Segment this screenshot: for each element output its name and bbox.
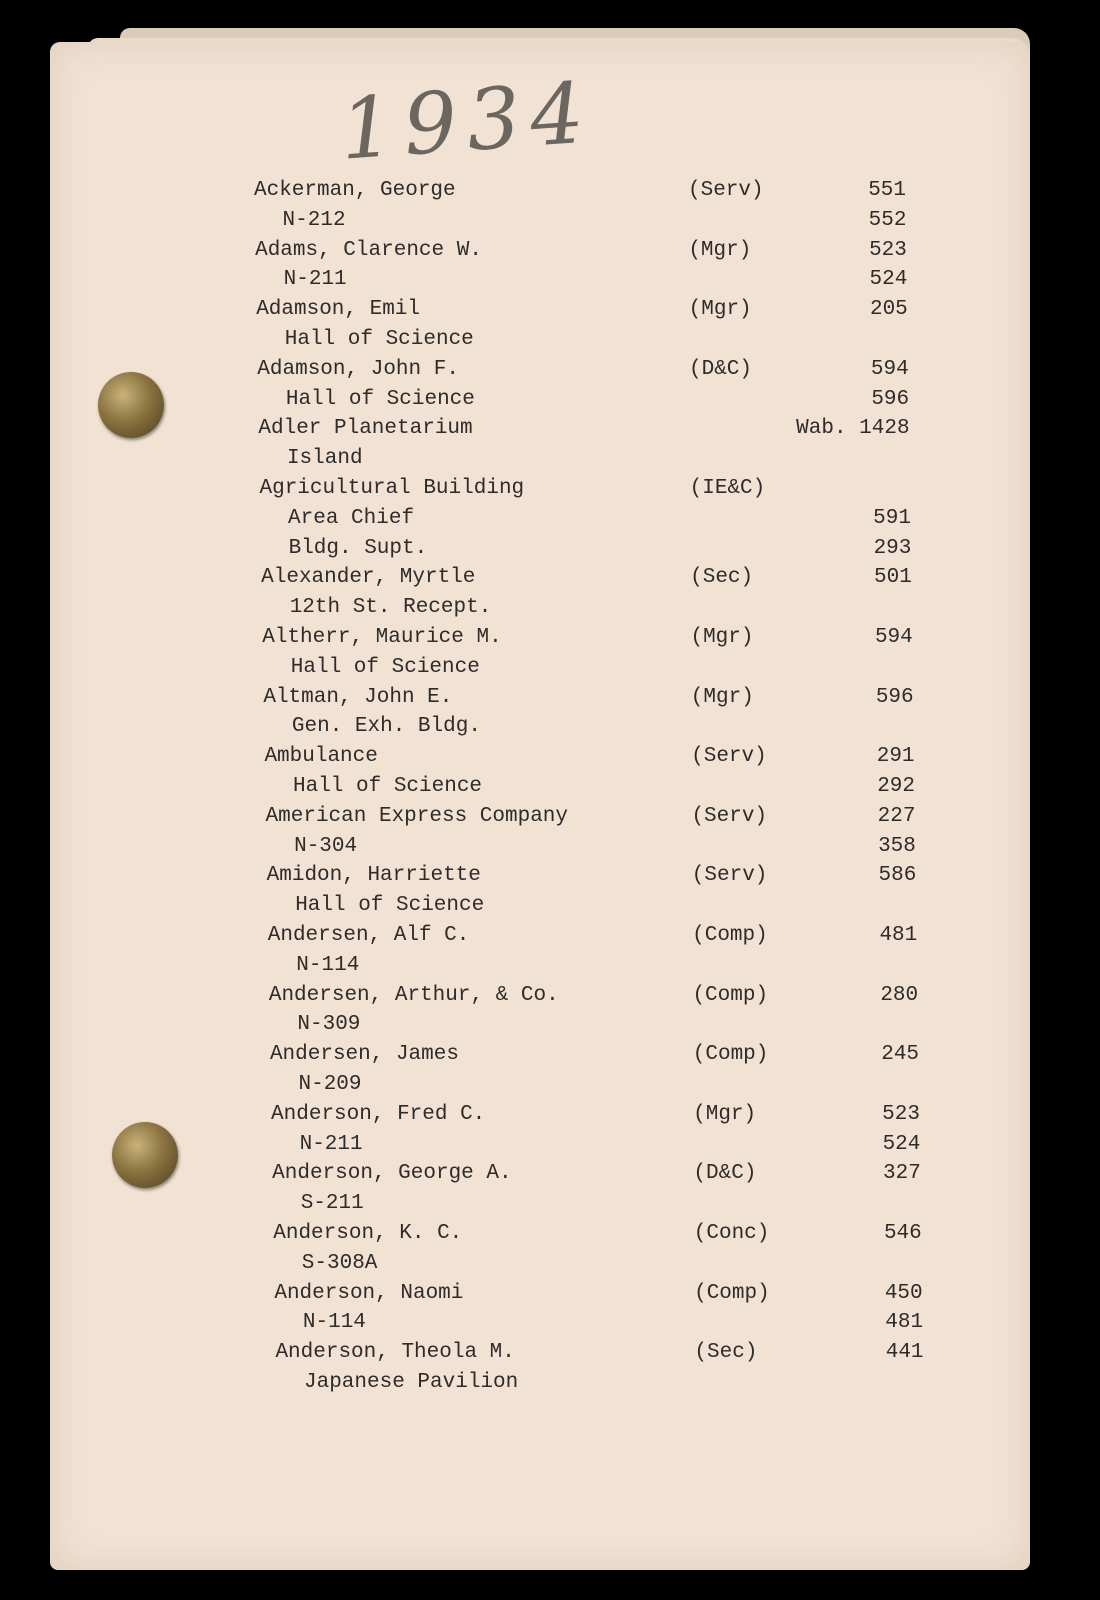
entry-phone: 552	[868, 208, 907, 232]
entry-name: N-309	[297, 1013, 361, 1037]
entry-name: Andersen, James	[269, 1043, 459, 1067]
entry-phone: 596	[871, 387, 910, 411]
entry-phone: 441	[885, 1341, 924, 1365]
entry-name: Bldg. Supt.	[288, 536, 428, 560]
entry-category: (Mgr)	[690, 626, 754, 649]
entry-name: Anderson, Theola M.	[275, 1341, 515, 1365]
entry-name: Ambulance	[264, 745, 378, 769]
entry-category: (Comp)	[692, 924, 768, 947]
entry-name: Hall of Science	[285, 387, 475, 411]
entry-name: Alexander, Myrtle	[261, 566, 476, 590]
entry-name: Altherr, Maurice M.	[262, 626, 502, 649]
entry-name: Area Chief	[288, 506, 415, 530]
entry-phone: 227	[877, 804, 916, 828]
entry-name: Adamson, John F.	[257, 357, 459, 381]
entry-phone: Wab. 1428	[796, 417, 910, 441]
entry-phone: 596	[875, 685, 914, 709]
entry-name: N-211	[283, 268, 347, 292]
entry-name: Gen. Exh. Bldg.	[291, 715, 481, 739]
entry-category: (Mgr)	[688, 298, 752, 322]
entry-category: (Comp)	[692, 1043, 769, 1067]
entry-name: S-211	[300, 1192, 364, 1216]
entry-category: (Conc)	[693, 1222, 770, 1245]
entry-name: N-212	[282, 208, 346, 232]
entry-phone: 327	[883, 1162, 921, 1186]
entry-category: (IE&C)	[689, 477, 766, 500]
entry-name: Andersen, Alf C.	[267, 924, 470, 947]
entry-category: (Mgr)	[693, 1102, 757, 1126]
entry-name: Adler Planetarium	[258, 417, 473, 441]
entry-phone: 481	[879, 924, 918, 947]
entry-phone: 293	[873, 536, 912, 560]
entry-phone: 292	[877, 775, 915, 798]
entry-phone: 551	[868, 179, 906, 202]
entry-name: Hall of Science	[295, 894, 485, 918]
entry-phone: 481	[885, 1311, 924, 1335]
entry-name: S-308A	[301, 1251, 378, 1275]
entry-category: (D&C)	[693, 1162, 757, 1186]
entry-name: Agricultural Building	[259, 477, 525, 500]
entry-category: (Serv)	[691, 804, 768, 828]
entry-name: American Express Company	[265, 804, 568, 828]
entry-name: Ackerman, George	[254, 179, 456, 202]
entry-phone: 358	[878, 834, 916, 858]
entry-phone: 523	[882, 1102, 920, 1126]
entry-name: Anderson, George A.	[272, 1162, 512, 1186]
handwritten-year: 1934	[336, 63, 597, 179]
entry-category: (Comp)	[694, 1281, 770, 1305]
entry-phone: 524	[869, 268, 908, 292]
entry-phone: 501	[874, 566, 912, 590]
entry-phone: 280	[880, 983, 919, 1007]
entry-name: Altman, John E.	[263, 685, 453, 709]
entry-name: N-304	[294, 834, 358, 858]
entry-name: Anderson, Fred C.	[271, 1102, 486, 1126]
entry-phone: 205	[869, 298, 908, 322]
entry-phone: 524	[882, 1132, 921, 1156]
entry-phone: 291	[876, 745, 915, 769]
entry-name: 12th St. Recept.	[289, 596, 492, 620]
entry-phone: 245	[881, 1043, 920, 1067]
entry-category: (D&C)	[688, 357, 752, 381]
entry-name: Amidon, Harriette	[266, 864, 481, 888]
entry-phone: 523	[869, 238, 907, 262]
entry-name: Hall of Science	[290, 655, 480, 679]
entry-name: Adams, Clarence W.	[255, 238, 482, 262]
entry-name: Adamson, Emil	[256, 298, 421, 322]
entry-phone: 586	[878, 864, 917, 888]
entry-category: (Mgr)	[690, 685, 754, 709]
entry-category: (Serv)	[688, 179, 764, 202]
entry-phone: 450	[884, 1281, 923, 1305]
entry-name: N-114	[302, 1311, 366, 1335]
entry-phone: 591	[873, 506, 911, 530]
entry-name: Anderson, Naomi	[274, 1281, 464, 1305]
entry-category: (Mgr)	[688, 238, 752, 262]
entry-category: (Sec)	[690, 566, 754, 590]
entry-name: Island	[286, 447, 363, 471]
entry-phone: 594	[874, 626, 913, 649]
entry-name: Andersen, Arthur, & Co.	[268, 983, 559, 1007]
entry-category: (Serv)	[691, 745, 767, 769]
entry-category: (Serv)	[691, 864, 768, 888]
entry-category: (Comp)	[692, 983, 769, 1007]
entry-phone: 594	[870, 357, 909, 381]
entry-name: Hall of Science	[284, 328, 474, 351]
entry-name: Hall of Science	[293, 775, 483, 798]
entry-name: Japanese Pavilion	[304, 1371, 519, 1394]
entry-name: N-209	[298, 1073, 362, 1096]
entry-name: N-114	[296, 953, 360, 977]
entry-category: (Sec)	[694, 1341, 758, 1365]
entry-name: N-211	[299, 1132, 363, 1156]
entry-name: Anderson, K. C.	[273, 1222, 463, 1245]
entry-phone: 546	[883, 1222, 922, 1245]
